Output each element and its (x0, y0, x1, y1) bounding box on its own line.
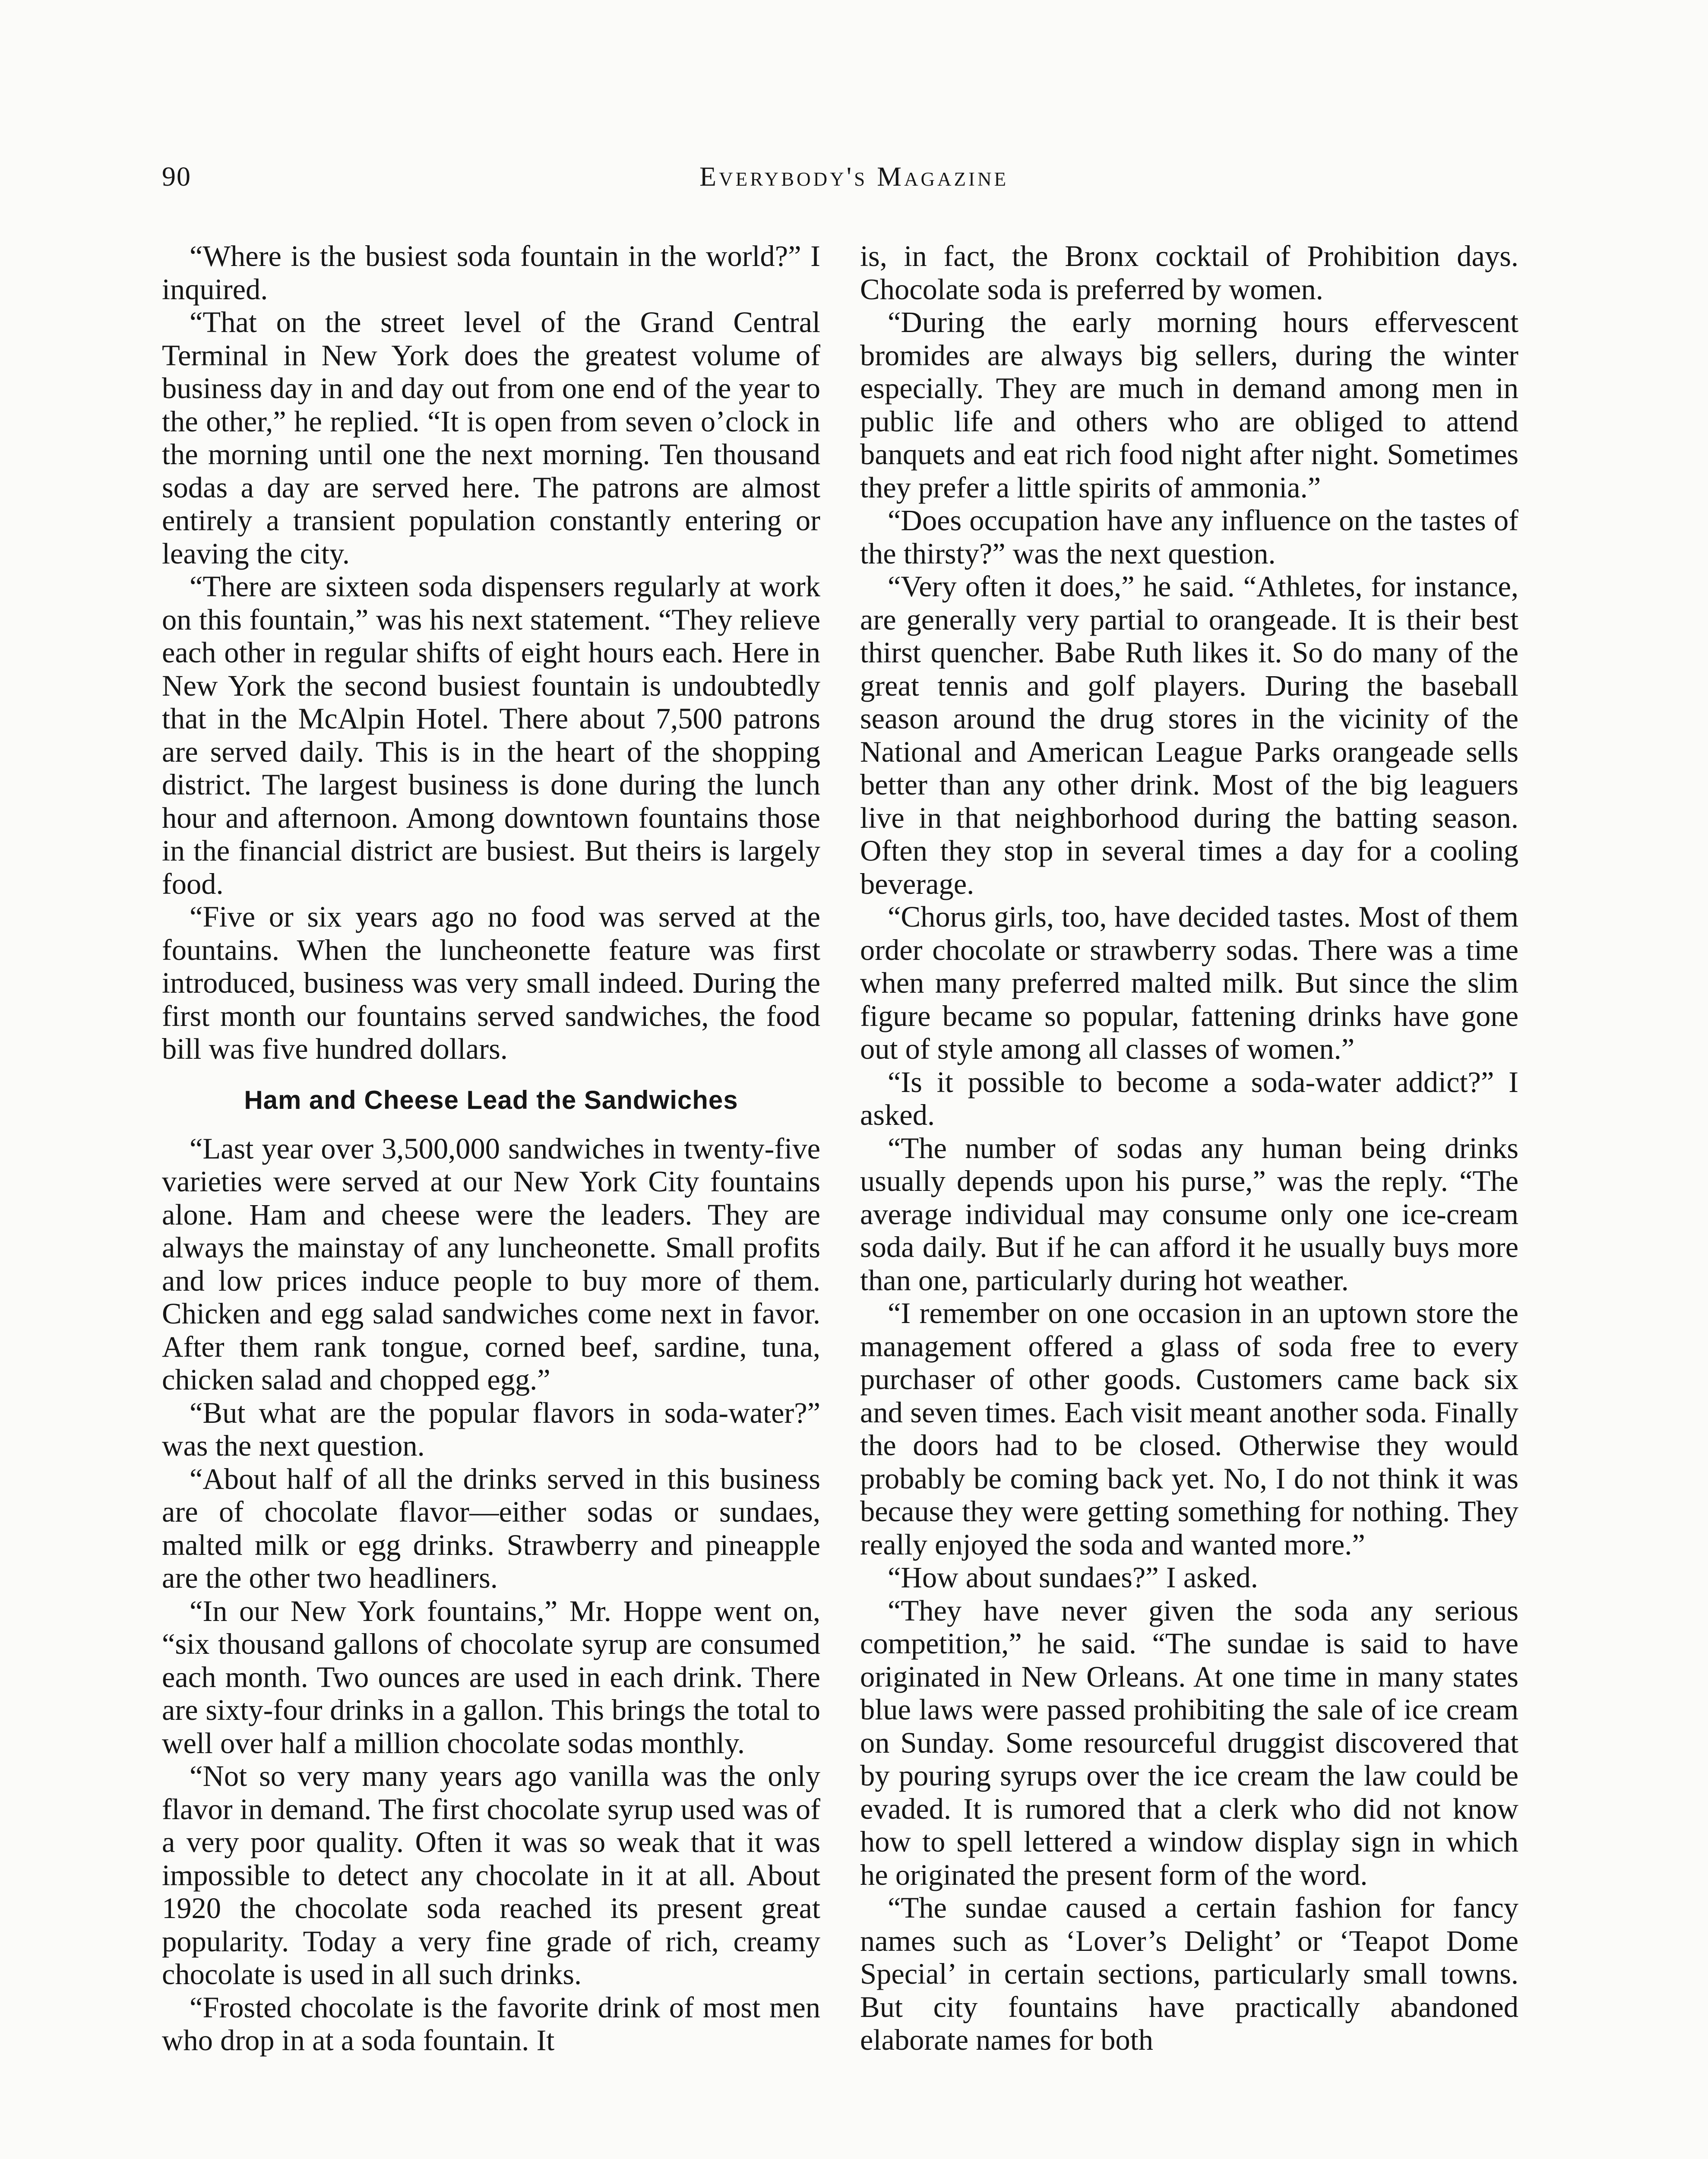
paragraph: “In our New York fountains,” Mr. Hoppe went on, “six thousand gallons of chocolate syrup are consumed each month. Two ounces are used in each drink. There are sixty-four drinks in a gallon. This brings the total to well over half a million chocolate sodas monthly. (162, 1594, 820, 1760)
paragraph: “Chorus girls, too, have decided tastes. Most of them order chocolate or strawberry sodas. There was a time when many preferred malted milk. But since the slim figure became so popular, fattening drinks have gone out of style among all classes of women.” (860, 900, 1518, 1065)
section-subheading: Ham and Cheese Lead the Sandwiches (244, 1085, 738, 1114)
page-header (0, 161, 1708, 208)
paragraph: “There are sixteen soda dispensers regularly at work on this fountain,” was his next statement. “They relieve each other in regular shifts of eight hours each. Here in New York the second busiest fountain is undoubtedly that in the McAlpin Hotel. There about 7,500 patrons are served daily. This is in the heart of the shopping district. The largest business is done during the lunch hour and afternoon. Among downtown fountains those in the financial district are busiest. But theirs is largely food. (162, 570, 820, 900)
paragraph: “The sundae caused a certain fashion for fancy names such as ‘Lover’s Delight’ or ‘Teapot Dome Special’ in certain sections, particularly small towns. But city fountains have practically abandoned elaborate names for both (860, 1891, 1518, 2056)
paragraph: “How about sundaes?” I asked. (888, 1561, 1258, 1594)
paragraph: “During the early morning hours effervescent bromides are always big sellers, during the winter especially. They are much in demand among men in public life and others who are obliged to attend banquets and eat rich food night after night. Sometimes they prefer a little spirits of ammonia.” (860, 306, 1518, 504)
paragraph: “They have never given the soda any serious competition,” he said. “The sundae is said to have originated in New Orleans. At one time in many states blue laws were passed prohibiting the sale of ice cream on Sunday. Some resourceful druggist discovered that by pouring syrups over the ice cream the law could be evaded. It is rumored that a clerk who did not know how to spell lettered a window display sign in which he originated the present form of the word. (860, 1594, 1518, 1891)
paragraph: “Does occupation have any influence on the tastes of the thirsty?” was the next question. (860, 504, 1518, 570)
page-number: 90 (162, 161, 191, 192)
left-column (162, 240, 820, 2057)
paragraph: “That on the street level of the Grand Central Terminal in New York does the greatest volume of business day in and day out from one end of the year to the other,” he replied. “It is open from seven o’clock in the morning until one the next morning. Ten thousand sodas a day are served here. The patrons are almost entirely a transient population constantly entering or leaving the city. (162, 306, 820, 570)
right-column (860, 240, 1518, 2057)
paragraph: “Five or six years ago no food was served at the fountains. When the luncheonette feature was first introduced, business was very small indeed. During the first month our fountains served sandwiches, the food bill was five hundred dollars. (162, 900, 820, 1065)
paragraph: “But what are the popular flavors in soda-water?” was the next question. (162, 1396, 820, 1462)
paragraph: “Very often it does,” he said. “Athletes, for instance, are generally very partial to orangeade. It is their best thirst quencher. Babe Ruth likes it. So do many of the great tennis and golf players. During the baseball season around the drug stores in the vicinity of the National and American League Parks orangeade sells better than any other drink. Most of the big leaguers live in that neighborhood during the batting season. Often they stop in several times a day for a cooling beverage. (860, 570, 1518, 900)
paragraph: “I remember on one occasion in an uptown store the management offered a glass of soda free to every purchaser of other goods. Customers came back six and seven times. Each visit meant another soda. Finally the doors had to be closed. Otherwise they would probably be coming back yet. No, I do not think it was because they were getting something for nothing. They really enjoyed the soda and wanted more.” (860, 1297, 1518, 1561)
paragraph: “About half of all the drinks served in this business are of chocolate flavor—either sodas or sundaes, malted milk or egg drinks. Strawberry and pineapple are the other two headliners. (162, 1462, 820, 1594)
paragraph: “Not so very many years ago vanilla was the only flavor in demand. The first chocolate syrup used was of a very poor quality. Often it was so weak that it was impossible to detect any chocolate in it at all. About 1920 the chocolate soda reached its present great popularity. Today a very fine grade of rich, creamy chocolate is used in all such drinks. (162, 1760, 820, 1991)
paragraph: “Last year over 3,500,000 sandwiches in twenty-five varieties were served at our New York City fountains alone. Ham and cheese were the leaders. They are always the mainstay of any luncheonette. Small profits and low prices induce people to buy more of them. Chicken and egg salad sandwiches come next in favor. After them rank tongue, corned beef, sardine, tuna, chicken salad and chopped egg.” (162, 1132, 820, 1396)
paragraph-continuation: is, in fact, the Bronx cocktail of Prohibition days. Chocolate soda is preferred by women. (860, 240, 1518, 306)
running-head: Everybody's Magazine (699, 161, 1009, 192)
paragraph: “Is it possible to become a soda-water addict?” I asked. (860, 1065, 1518, 1131)
paragraph: “Frosted chocolate is the favorite drink of most men who drop in at a soda fountain. It (162, 1991, 820, 2057)
paragraph: “The number of sodas any human being drinks usually depends upon his purse,” was the reply. “The average individual may consume only one ice-cream soda daily. But if he can afford it he usually buys more than one, particularly during hot weather. (860, 1131, 1518, 1297)
paragraph: “Where is the busiest soda fountain in the world?” I inquired. (162, 240, 820, 306)
